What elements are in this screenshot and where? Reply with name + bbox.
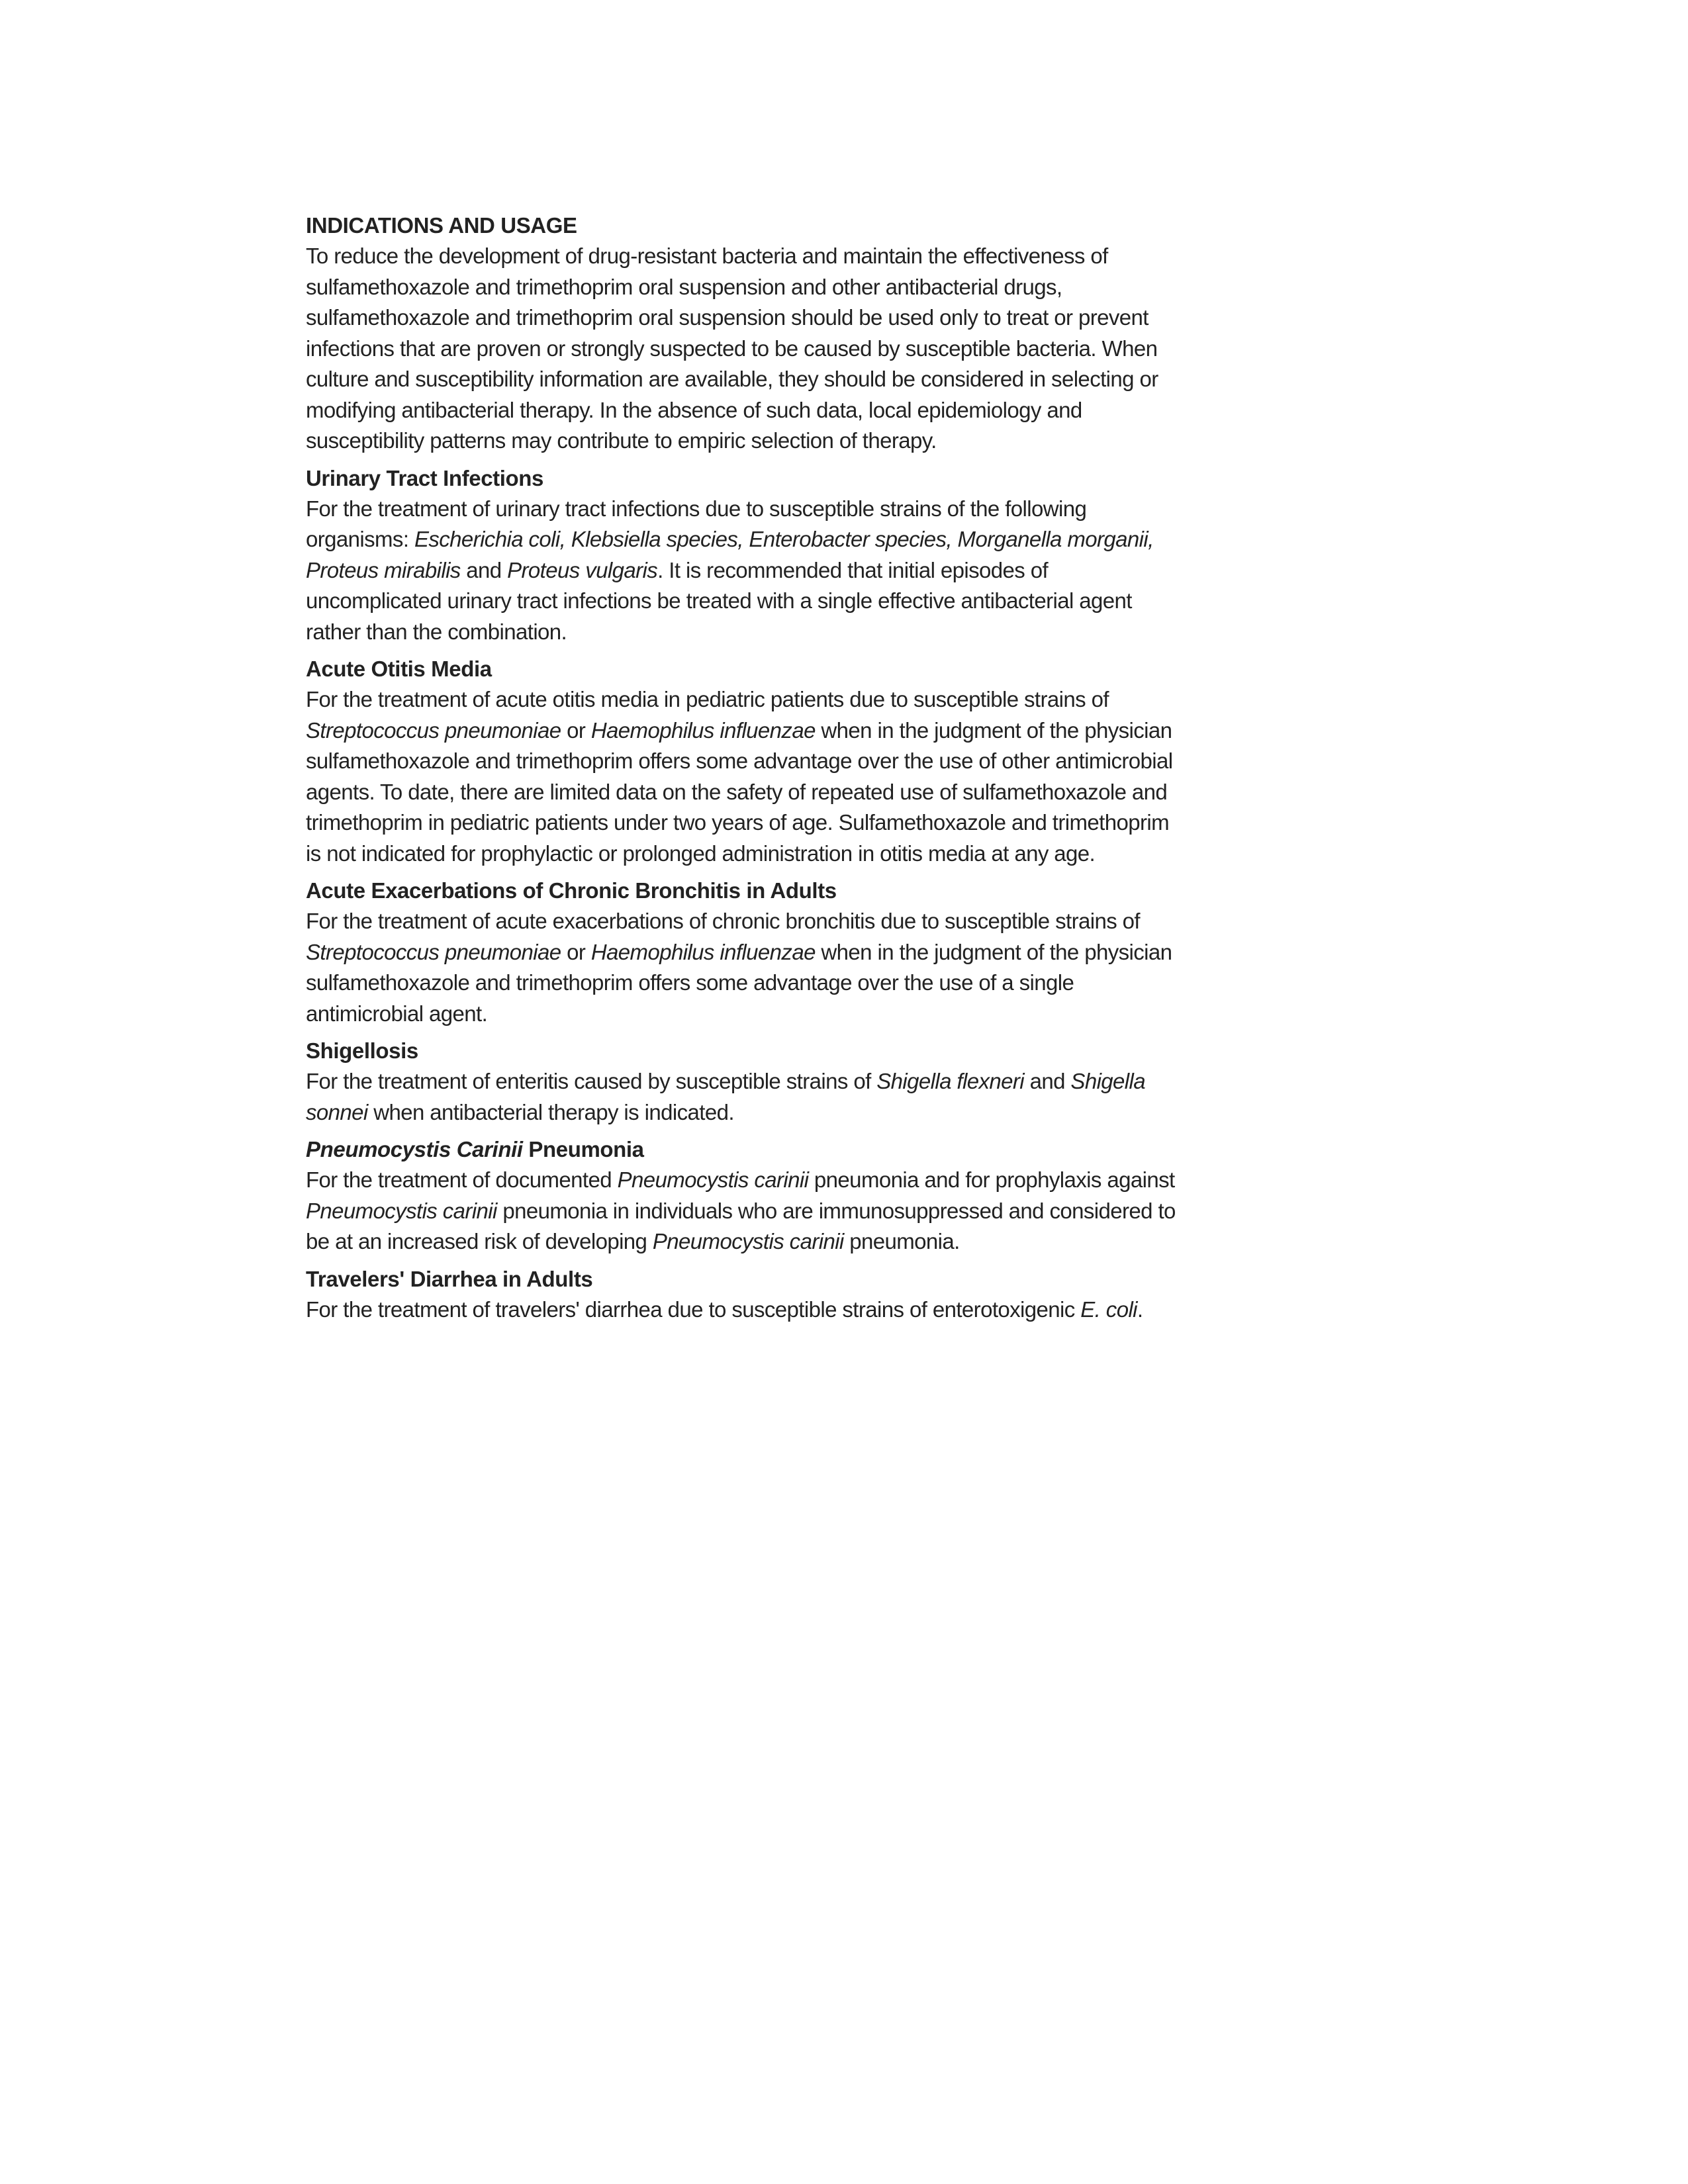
document-page (306, 210, 1246, 1325)
text-run: pneumonia in individuals who are immunosuppressed and considered to be at an increased risk of developing (306, 1198, 1176, 1253)
text-run: when in the judgment of the physician sulfamethoxazole and trimethoprim offers some advantage over the use of a single antimicrobial agent. (306, 939, 1172, 1026)
text-run: For the treatment of enteritis caused by susceptible strains of (306, 1069, 877, 1093)
section-heading-acute-otitis-media (306, 654, 1246, 684)
text-run: Travelers' Diarrhea in Adults (306, 1266, 593, 1291)
text-run: pneumonia. (843, 1229, 960, 1253)
section-heading-urinary-tract-infections (306, 463, 1246, 494)
section-body-pneumocystis-pneumonia (306, 1165, 1246, 1257)
text-run: or (561, 717, 591, 743)
italic-text-run: Proteus vulgaris (507, 557, 658, 582)
text-run: pneumonia and for prophylaxis against (814, 1167, 1175, 1192)
text-run: For the treatment of acute exacerbations of chronic bronchitis due to susceptible strains of (306, 909, 1140, 933)
text-run: Acute Otitis Media (306, 657, 492, 681)
section-heading-shigellosis (306, 1036, 1246, 1066)
text-run: when in the judgment of the physician sulfamethoxazole and trimethoprim offers some advantage over the use of other antimicrobial agents. To date, there are limited data on the safety of repeated use of sulfamethoxazole and trimethoprim in pediatric patients under two years of age. Sulfamethoxazole and trimethoprim is not indicated for prophylactic or prolonged administration in otitis media at any age. (306, 717, 1173, 866)
page-title: INDICATIONS AND USAGE (306, 213, 577, 238)
text-run: Acute Exacerbations of Chronic Bronchitis in Adults (306, 878, 837, 903)
italic-text-run: Pneumocystis carinii (652, 1229, 844, 1253)
text-run: and (460, 557, 508, 582)
section-body-shigellosis (306, 1066, 1246, 1128)
text-run: Urinary Tract Infections (306, 465, 544, 490)
italic-text-run: Pneumocystis carinii (617, 1167, 809, 1192)
section-heading-travelers-diarrhea (306, 1264, 1246, 1295)
italic-text-run: Pneumocystis Carinii (306, 1137, 523, 1161)
text-run: . It is recommended that initial episodes of uncomplicated urinary tract infections be treated with a single effective antibacterial agent rather than the combination. (306, 557, 1132, 644)
italic-text-run: Haemophilus influenzae (590, 717, 816, 743)
text-run: For the treatment of urinary tract infections due to susceptible strains of the following organisms: (306, 496, 1087, 551)
intro-paragraph (306, 241, 1246, 457)
section-body-travelers-diarrhea (306, 1295, 1246, 1326)
section-body-acute-otitis-media (306, 684, 1246, 869)
italic-text-run: Proteus mirabilis (306, 557, 461, 582)
text-run: and (1024, 1069, 1071, 1093)
text-run: For the treatment of acute otitis media in pediatric patients due to susceptible strains of (306, 687, 1109, 711)
italic-text-run: Pneumocystis carinii (306, 1198, 497, 1223)
text-run: Pneumonia (522, 1137, 644, 1161)
italic-text-run: Shigella flexneri (876, 1069, 1024, 1093)
italic-text-run: E. coli (1080, 1297, 1137, 1322)
italic-text-run: Streptococcus pneumoniae (306, 717, 561, 743)
italic-text-run: Escherichia coli, Klebsiella species, Enterobacter species, Morganella morganii, (414, 527, 1154, 551)
italic-text-run: Haemophilus influenzae (590, 939, 816, 964)
text-run: For the treatment of travelers' diarrhea due to susceptible strains of enterotoxigenic (306, 1297, 1081, 1322)
text-run: To reduce the development of drug-resistant bacteria and maintain the effectiveness of sulfamethoxazole and trimethoprim oral suspension and other antibacterial drugs, sulfamethoxazole and trimethoprim oral suspension should be used only to treat or prevent infections that are proven or strongly suspected to be caused by susceptible bacteria. When culture and susceptibility information are available, they should be considered in selecting or modifying antibacterial therapy. In the absence of such data, local epidemiology and susceptibility patterns may contribute to empiric selection of therapy. (306, 244, 1158, 453)
section-heading-chronic-bronchitis (306, 876, 1246, 906)
text-run: Shigellosis (306, 1038, 418, 1063)
text-run: or (561, 939, 591, 964)
italic-text-run: Streptococcus pneumoniae (306, 939, 561, 964)
section-body-urinary-tract-infections (306, 494, 1246, 648)
text-run: when antibacterial therapy is indicated. (367, 1099, 734, 1124)
text-run: . (1137, 1297, 1143, 1322)
italic-text-run: Shigella sonnei (306, 1069, 1146, 1124)
section-body-chronic-bronchitis (306, 906, 1246, 1029)
section-heading-pneumocystis-pneumonia (306, 1134, 1246, 1165)
text-run: For the treatment of documented (306, 1167, 618, 1192)
